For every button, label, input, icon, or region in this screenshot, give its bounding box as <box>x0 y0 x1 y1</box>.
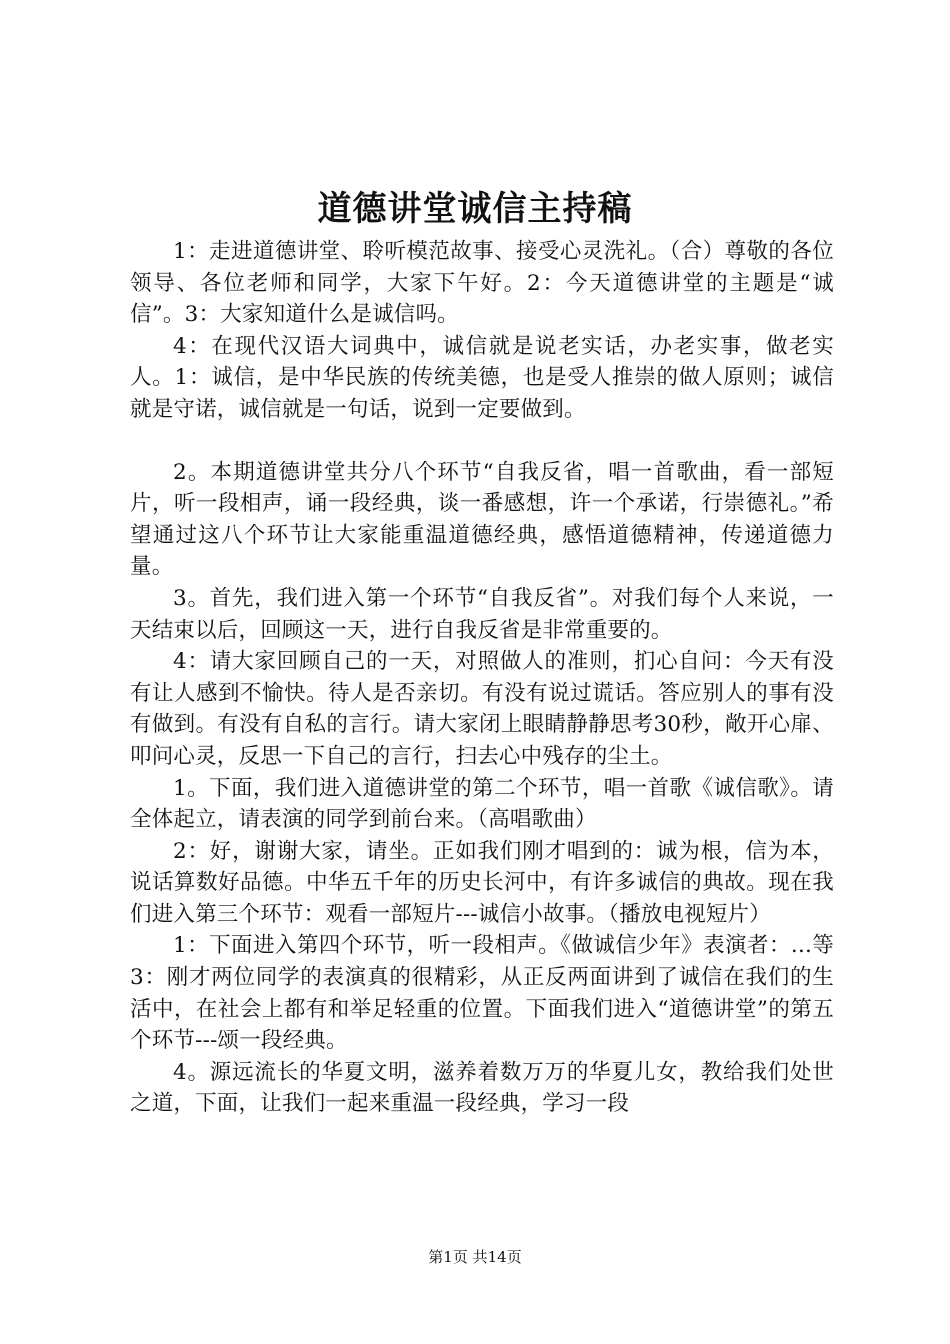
document-body <box>130 236 834 1120</box>
document-title: 道德讲堂诚信主持稿 <box>317 189 633 229</box>
paragraph: 4。源远流长的华夏文明，滋养着数万万的华夏儿女，教给我们处世之道，下面，让我们一起来重温一段经典，学习一段 <box>130 1059 834 1117</box>
paragraph: 4：在现代汉语大词典中，诚信就是说老实话，办老实事，做老实人。1：诚信，是中华民族的传统美德，也是受人推崇的做人原则；诚信就是守诺，诚信就是一句话，说到一定要做到。 <box>130 333 834 422</box>
paragraph: 2：好，谢谢大家，请坐。正如我们刚才唱到的：诚为根，信为本，说话算数好品德。中华五千年的历史长河中，有许多诚信的典故。现在我们进入第三个环节：观看一部短片---诚信小故事。（播放电视短片） <box>130 838 834 927</box>
page-number-footer: 第1页 共14页 <box>428 1248 522 1266</box>
paragraph: 1：走进道德讲堂、聆听模范故事、接受心灵洗礼。（合）尊敬的各位领导、各位老师和同学，大家下午好。2：今天道德讲堂的主题是“诚信”。3：大家知道什么是诚信吗。 <box>130 239 834 328</box>
paragraph: 4：请大家回顾自己的一天，对照做人的准则，扪心自问：今天有没有让人感到不愉快。待人是否亲切。有没有说过谎话。答应别人的事有没有做到。有没有自私的言行。请大家闭上眼睛静静思考30秒，敞开心扉、叩问心灵，反思一下自己的言行，扫去心中残存的尘土。 <box>130 649 834 769</box>
paragraph: 1：下面进入第四个环节，听一段相声。《做诚信少年》表演者：...等3：刚才两位同学的表演真的很精彩，从正反两面讲到了诚信在我们的生活中，在社会上都有和举足轻重的位置。下面我们进入“道德讲堂”的第五个环节---颂一段经典。 <box>130 933 834 1054</box>
paragraph: 2。本期道德讲堂共分八个环节“自我反省，唱一首歌曲，看一部短片，听一段相声，诵一段经典，谈一番感想，许一个承诺，行崇德礼。”希望通过这八个环节让大家能重温道德经典，感悟道德精神，传递道德力量。 <box>130 459 834 580</box>
paragraph: 3。首先，我们进入第一个环节“自我反省”。对我们每个人来说，一天结束以后，回顾这一天，进行自我反省是非常重要的。 <box>130 585 834 643</box>
paragraph: 1。下面，我们进入道德讲堂的第二个环节，唱一首歌《诚信歌》。请全体起立，请表演的同学到前台来。（高唱歌曲） <box>130 775 834 833</box>
